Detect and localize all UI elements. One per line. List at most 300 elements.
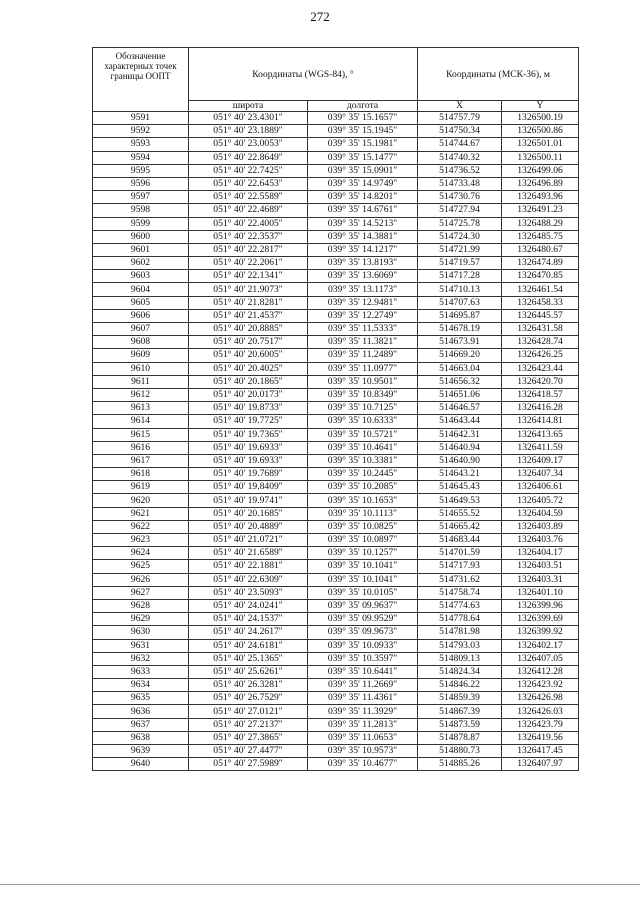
longitude-cell: 039° 35' 09.9529" [308, 613, 418, 626]
latitude-cell: 051° 40' 27.5989" [189, 758, 308, 771]
table-row [93, 217, 579, 230]
x-cell: 514678.19 [418, 323, 502, 336]
latitude-cell: 051° 40' 20.1685" [189, 507, 308, 520]
y-cell: 1326399.92 [502, 626, 579, 639]
table-row [93, 125, 579, 138]
table-row [93, 534, 579, 547]
longitude-cell: 039° 35' 10.0105" [308, 586, 418, 599]
x-cell: 514640.94 [418, 441, 502, 454]
table-row [93, 164, 579, 177]
latitude-cell: 051° 40' 20.4025" [189, 362, 308, 375]
point-id-cell: 9617 [93, 454, 189, 467]
point-id-cell: 9631 [93, 639, 189, 652]
table-row [93, 257, 579, 270]
table-row [93, 349, 579, 362]
table-row [93, 243, 579, 256]
y-cell: 1326407.34 [502, 468, 579, 481]
latitude-cell: 051° 40' 22.2061" [189, 257, 308, 270]
x-cell: 514733.48 [418, 177, 502, 190]
longitude-cell: 039° 35' 10.0933" [308, 639, 418, 652]
table-row [93, 402, 579, 415]
header-y: Y [502, 101, 579, 112]
table-row [93, 415, 579, 428]
y-cell: 1326405.72 [502, 494, 579, 507]
point-id-cell: 9604 [93, 283, 189, 296]
point-id-cell: 9593 [93, 138, 189, 151]
point-id-cell: 9626 [93, 573, 189, 586]
y-cell: 1326402.17 [502, 639, 579, 652]
latitude-cell: 051° 40' 25.1365" [189, 652, 308, 665]
latitude-cell: 051° 40' 21.6589" [189, 547, 308, 560]
table-row [93, 204, 579, 217]
coordinates-table [92, 47, 579, 771]
point-id-cell: 9632 [93, 652, 189, 665]
table-row [93, 481, 579, 494]
longitude-cell: 039° 35' 14.9749" [308, 177, 418, 190]
point-id-cell: 9594 [93, 151, 189, 164]
longitude-cell: 039° 35' 10.3381" [308, 454, 418, 467]
point-id-cell: 9600 [93, 230, 189, 243]
x-cell: 514873.59 [418, 718, 502, 731]
point-id-cell: 9592 [93, 125, 189, 138]
latitude-cell: 051° 40' 20.1865" [189, 375, 308, 388]
y-cell: 1326499.06 [502, 164, 579, 177]
point-id-cell: 9601 [93, 243, 189, 256]
latitude-cell: 051° 40' 22.4005" [189, 217, 308, 230]
longitude-cell: 039° 35' 14.1217" [308, 243, 418, 256]
longitude-cell: 039° 35' 10.2445" [308, 468, 418, 481]
x-cell: 514744.67 [418, 138, 502, 151]
table-row [93, 626, 579, 639]
latitude-cell: 051° 40' 24.1537" [189, 613, 308, 626]
y-cell: 1326417.45 [502, 745, 579, 758]
point-id-cell: 9614 [93, 415, 189, 428]
y-cell: 1326399.69 [502, 613, 579, 626]
x-cell: 514878.87 [418, 731, 502, 744]
bottom-rule [0, 884, 640, 885]
longitude-cell: 039° 35' 11.4361" [308, 692, 418, 705]
y-cell: 1326426.98 [502, 692, 579, 705]
x-cell: 514645.43 [418, 481, 502, 494]
y-cell: 1326428.74 [502, 336, 579, 349]
point-id-cell: 9615 [93, 428, 189, 441]
table-row [93, 758, 579, 771]
point-id-cell: 9629 [93, 613, 189, 626]
y-cell: 1326419.56 [502, 731, 579, 744]
y-cell: 1326413.65 [502, 428, 579, 441]
latitude-cell: 051° 40' 19.8409" [189, 481, 308, 494]
latitude-cell: 051° 40' 19.7365" [189, 428, 308, 441]
longitude-cell: 039° 35' 10.5721" [308, 428, 418, 441]
y-cell: 1326403.31 [502, 573, 579, 586]
y-cell: 1326401.10 [502, 586, 579, 599]
longitude-cell: 039° 35' 10.0825" [308, 520, 418, 533]
table-row [93, 283, 579, 296]
longitude-cell: 039° 35' 11.3821" [308, 336, 418, 349]
x-cell: 514656.32 [418, 375, 502, 388]
longitude-cell: 039° 35' 11.5333" [308, 323, 418, 336]
y-cell: 1326399.96 [502, 599, 579, 612]
x-cell: 514781.98 [418, 626, 502, 639]
table-row [93, 745, 579, 758]
longitude-cell: 039° 35' 12.9481" [308, 296, 418, 309]
longitude-cell: 039° 35' 14.8201" [308, 191, 418, 204]
table-row [93, 547, 579, 560]
latitude-cell: 051° 40' 27.0121" [189, 705, 308, 718]
latitude-cell: 051° 40' 23.5093" [189, 586, 308, 599]
x-cell: 514880.73 [418, 745, 502, 758]
y-cell: 1326406.61 [502, 481, 579, 494]
longitude-cell: 039° 35' 12.2749" [308, 309, 418, 322]
point-id-cell: 9598 [93, 204, 189, 217]
y-cell: 1326500.19 [502, 112, 579, 125]
y-cell: 1326488.29 [502, 217, 579, 230]
point-id-cell: 9624 [93, 547, 189, 560]
y-cell: 1326485.75 [502, 230, 579, 243]
y-cell: 1326404.59 [502, 507, 579, 520]
longitude-cell: 039° 35' 11.0977" [308, 362, 418, 375]
latitude-cell: 051° 40' 19.9741" [189, 494, 308, 507]
page-number: 272 [310, 9, 330, 24]
point-id-cell: 9599 [93, 217, 189, 230]
point-id-cell: 9638 [93, 731, 189, 744]
table-row [93, 112, 579, 125]
longitude-cell: 039° 35' 10.4641" [308, 441, 418, 454]
longitude-cell: 039° 35' 10.1653" [308, 494, 418, 507]
point-id-cell: 9597 [93, 191, 189, 204]
table-row [93, 388, 579, 401]
point-id-cell: 9607 [93, 323, 189, 336]
x-cell: 514651.06 [418, 388, 502, 401]
y-cell: 1326404.17 [502, 547, 579, 560]
table-row [93, 191, 579, 204]
longitude-cell: 039° 35' 10.9573" [308, 745, 418, 758]
table-row [93, 560, 579, 573]
x-cell: 514750.34 [418, 125, 502, 138]
longitude-cell: 039° 35' 15.1477" [308, 151, 418, 164]
latitude-cell: 051° 40' 27.4477" [189, 745, 308, 758]
point-id-cell: 9633 [93, 665, 189, 678]
point-id-cell: 9627 [93, 586, 189, 599]
point-id-cell: 9616 [93, 441, 189, 454]
x-cell: 514707.63 [418, 296, 502, 309]
header-point: Обозначение характерных точек границы ООПТ [93, 48, 189, 112]
table-row [93, 468, 579, 481]
table-row [93, 375, 579, 388]
table-row [93, 441, 579, 454]
table-row [93, 573, 579, 586]
latitude-cell: 051° 40' 20.7517" [189, 336, 308, 349]
table-row [93, 652, 579, 665]
point-id-cell: 9639 [93, 745, 189, 758]
latitude-cell: 051° 40' 26.7529" [189, 692, 308, 705]
latitude-cell: 051° 40' 23.4301" [189, 112, 308, 125]
header-latitude: широта [189, 101, 308, 112]
table-body [93, 112, 579, 771]
latitude-cell: 051° 40' 22.6453" [189, 177, 308, 190]
x-cell: 514778.64 [418, 613, 502, 626]
table-row [93, 639, 579, 652]
y-cell: 1326445.57 [502, 309, 579, 322]
x-cell: 514717.93 [418, 560, 502, 573]
header-wgs84: Координаты (WGS-84), ° [189, 48, 418, 101]
y-cell: 1326493.96 [502, 191, 579, 204]
y-cell: 1326416.28 [502, 402, 579, 415]
x-cell: 514730.76 [418, 191, 502, 204]
point-id-cell: 9621 [93, 507, 189, 520]
longitude-cell: 039° 35' 15.1657" [308, 112, 418, 125]
longitude-cell: 039° 35' 13.6069" [308, 270, 418, 283]
y-cell: 1326470.85 [502, 270, 579, 283]
longitude-cell: 039° 35' 10.1041" [308, 560, 418, 573]
x-cell: 514717.28 [418, 270, 502, 283]
y-cell: 1326423.44 [502, 362, 579, 375]
y-cell: 1326414.81 [502, 415, 579, 428]
latitude-cell: 051° 40' 22.4689" [189, 204, 308, 217]
longitude-cell: 039° 35' 11.2669" [308, 679, 418, 692]
table-row [93, 613, 579, 626]
x-cell: 514683.44 [418, 534, 502, 547]
longitude-cell: 039° 35' 11.0653" [308, 731, 418, 744]
point-id-cell: 9605 [93, 296, 189, 309]
longitude-cell: 039° 35' 11.2813" [308, 718, 418, 731]
x-cell: 514655.52 [418, 507, 502, 520]
y-cell: 1326458.33 [502, 296, 579, 309]
longitude-cell: 039° 35' 09.9637" [308, 599, 418, 612]
longitude-cell: 039° 35' 13.8193" [308, 257, 418, 270]
latitude-cell: 051° 40' 24.2617" [189, 626, 308, 639]
latitude-cell: 051° 40' 21.0721" [189, 534, 308, 547]
y-cell: 1326500.86 [502, 125, 579, 138]
header-x: X [418, 101, 502, 112]
table-row [93, 718, 579, 731]
table-row [93, 323, 579, 336]
table-row [93, 692, 579, 705]
table-row [93, 362, 579, 375]
y-cell: 1326423.79 [502, 718, 579, 731]
latitude-cell: 051° 40' 21.9073" [189, 283, 308, 296]
x-cell: 514663.04 [418, 362, 502, 375]
y-cell: 1326407.97 [502, 758, 579, 771]
x-cell: 514774.63 [418, 599, 502, 612]
header-longitude: долгота [308, 101, 418, 112]
x-cell: 514740.32 [418, 151, 502, 164]
y-cell: 1326474.89 [502, 257, 579, 270]
latitude-cell: 051° 40' 21.8281" [189, 296, 308, 309]
x-cell: 514758.74 [418, 586, 502, 599]
x-cell: 514731.62 [418, 573, 502, 586]
x-cell: 514710.13 [418, 283, 502, 296]
table-row [93, 230, 579, 243]
longitude-cell: 039° 35' 14.3881" [308, 230, 418, 243]
longitude-cell: 039° 35' 10.0897" [308, 534, 418, 547]
latitude-cell: 051° 40' 27.2137" [189, 718, 308, 731]
point-id-cell: 9640 [93, 758, 189, 771]
x-cell: 514669.20 [418, 349, 502, 362]
x-cell: 514642.31 [418, 428, 502, 441]
point-id-cell: 9637 [93, 718, 189, 731]
latitude-cell: 051° 40' 19.7725" [189, 415, 308, 428]
y-cell: 1326403.89 [502, 520, 579, 533]
x-cell: 514643.44 [418, 415, 502, 428]
latitude-cell: 051° 40' 21.4537" [189, 309, 308, 322]
longitude-cell: 039° 35' 09.9673" [308, 626, 418, 639]
x-cell: 514725.78 [418, 217, 502, 230]
point-id-cell: 9613 [93, 402, 189, 415]
longitude-cell: 039° 35' 10.2085" [308, 481, 418, 494]
longitude-cell: 039° 35' 10.4677" [308, 758, 418, 771]
point-id-cell: 9623 [93, 534, 189, 547]
point-id-cell: 9635 [93, 692, 189, 705]
y-cell: 1326496.89 [502, 177, 579, 190]
x-cell: 514885.26 [418, 758, 502, 771]
y-cell: 1326412.28 [502, 665, 579, 678]
x-cell: 514719.57 [418, 257, 502, 270]
y-cell: 1326407.05 [502, 652, 579, 665]
longitude-cell: 039° 35' 15.1945" [308, 125, 418, 138]
latitude-cell: 051° 40' 22.7425" [189, 164, 308, 177]
latitude-cell: 051° 40' 22.5589" [189, 191, 308, 204]
x-cell: 514640.90 [418, 454, 502, 467]
latitude-cell: 051° 40' 20.0173" [189, 388, 308, 401]
x-cell: 514859.39 [418, 692, 502, 705]
header-msk36: Координаты (МСК-36), м [418, 48, 579, 101]
point-id-cell: 9603 [93, 270, 189, 283]
x-cell: 514701.59 [418, 547, 502, 560]
longitude-cell: 039° 35' 11.2489" [308, 349, 418, 362]
longitude-cell: 039° 35' 14.6761" [308, 204, 418, 217]
point-id-cell: 9634 [93, 679, 189, 692]
y-cell: 1326411.59 [502, 441, 579, 454]
longitude-cell: 039° 35' 10.1257" [308, 547, 418, 560]
y-cell: 1326491.23 [502, 204, 579, 217]
latitude-cell: 051° 40' 19.6933" [189, 441, 308, 454]
table-row [93, 520, 579, 533]
point-id-cell: 9630 [93, 626, 189, 639]
point-id-cell: 9611 [93, 375, 189, 388]
x-cell: 514665.42 [418, 520, 502, 533]
longitude-cell: 039° 35' 10.1041" [308, 573, 418, 586]
y-cell: 1326426.25 [502, 349, 579, 362]
latitude-cell: 051° 40' 22.8649" [189, 151, 308, 164]
point-id-cell: 9608 [93, 336, 189, 349]
longitude-cell: 039° 35' 15.0901" [308, 164, 418, 177]
latitude-cell: 051° 40' 19.8733" [189, 402, 308, 415]
point-id-cell: 9595 [93, 164, 189, 177]
latitude-cell: 051° 40' 23.1889" [189, 125, 308, 138]
y-cell: 1326426.03 [502, 705, 579, 718]
longitude-cell: 039° 35' 15.1981" [308, 138, 418, 151]
x-cell: 514793.03 [418, 639, 502, 652]
longitude-cell: 039° 35' 11.3929" [308, 705, 418, 718]
longitude-cell: 039° 35' 10.1113" [308, 507, 418, 520]
table-row [93, 665, 579, 678]
table-row [93, 454, 579, 467]
x-cell: 514673.91 [418, 336, 502, 349]
x-cell: 514643.21 [418, 468, 502, 481]
x-cell: 514757.79 [418, 112, 502, 125]
y-cell: 1326403.76 [502, 534, 579, 547]
latitude-cell: 051° 40' 24.6181" [189, 639, 308, 652]
x-cell: 514867.39 [418, 705, 502, 718]
point-id-cell: 9591 [93, 112, 189, 125]
latitude-cell: 051° 40' 22.1881" [189, 560, 308, 573]
longitude-cell: 039° 35' 13.1173" [308, 283, 418, 296]
point-id-cell: 9620 [93, 494, 189, 507]
table-row [93, 177, 579, 190]
point-id-cell: 9622 [93, 520, 189, 533]
latitude-cell: 051° 40' 19.6933" [189, 454, 308, 467]
y-cell: 1326418.57 [502, 388, 579, 401]
table-row [93, 679, 579, 692]
latitude-cell: 051° 40' 22.1341" [189, 270, 308, 283]
latitude-cell: 051° 40' 20.8885" [189, 323, 308, 336]
x-cell: 514724.30 [418, 230, 502, 243]
table-row [93, 151, 579, 164]
y-cell: 1326423.92 [502, 679, 579, 692]
y-cell: 1326420.70 [502, 375, 579, 388]
latitude-cell: 051° 40' 27.3865" [189, 731, 308, 744]
longitude-cell: 039° 35' 10.6441" [308, 665, 418, 678]
point-id-cell: 9612 [93, 388, 189, 401]
longitude-cell: 039° 35' 10.9501" [308, 375, 418, 388]
x-cell: 514649.53 [418, 494, 502, 507]
y-cell: 1326461.54 [502, 283, 579, 296]
latitude-cell: 051° 40' 20.4889" [189, 520, 308, 533]
latitude-cell: 051° 40' 26.3281" [189, 679, 308, 692]
table-row [93, 270, 579, 283]
table-row [93, 309, 579, 322]
x-cell: 514646.57 [418, 402, 502, 415]
latitude-cell: 051° 40' 20.6005" [189, 349, 308, 362]
y-cell: 1326403.51 [502, 560, 579, 573]
latitude-cell: 051° 40' 22.6309" [189, 573, 308, 586]
y-cell: 1326501.01 [502, 138, 579, 151]
table-row [93, 507, 579, 520]
point-id-cell: 9628 [93, 599, 189, 612]
point-id-cell: 9619 [93, 481, 189, 494]
table-row [93, 586, 579, 599]
point-id-cell: 9610 [93, 362, 189, 375]
longitude-cell: 039° 35' 10.6333" [308, 415, 418, 428]
latitude-cell: 051° 40' 25.6261" [189, 665, 308, 678]
table-row [93, 296, 579, 309]
table-row [93, 494, 579, 507]
latitude-cell: 051° 40' 22.2817" [189, 243, 308, 256]
y-cell: 1326500.11 [502, 151, 579, 164]
y-cell: 1326431.58 [502, 323, 579, 336]
longitude-cell: 039° 35' 10.3597" [308, 652, 418, 665]
table-row [93, 731, 579, 744]
point-id-cell: 9625 [93, 560, 189, 573]
table-row [93, 138, 579, 151]
x-cell: 514846.22 [418, 679, 502, 692]
point-id-cell: 9609 [93, 349, 189, 362]
latitude-cell: 051° 40' 19.7689" [189, 468, 308, 481]
x-cell: 514727.94 [418, 204, 502, 217]
longitude-cell: 039° 35' 14.5213" [308, 217, 418, 230]
point-id-cell: 9596 [93, 177, 189, 190]
x-cell: 514695.87 [418, 309, 502, 322]
longitude-cell: 039° 35' 10.8349" [308, 388, 418, 401]
point-id-cell: 9602 [93, 257, 189, 270]
x-cell: 514809.13 [418, 652, 502, 665]
latitude-cell: 051° 40' 24.0241" [189, 599, 308, 612]
point-id-cell: 9606 [93, 309, 189, 322]
latitude-cell: 051° 40' 23.0053" [189, 138, 308, 151]
x-cell: 514721.99 [418, 243, 502, 256]
x-cell: 514736.52 [418, 164, 502, 177]
